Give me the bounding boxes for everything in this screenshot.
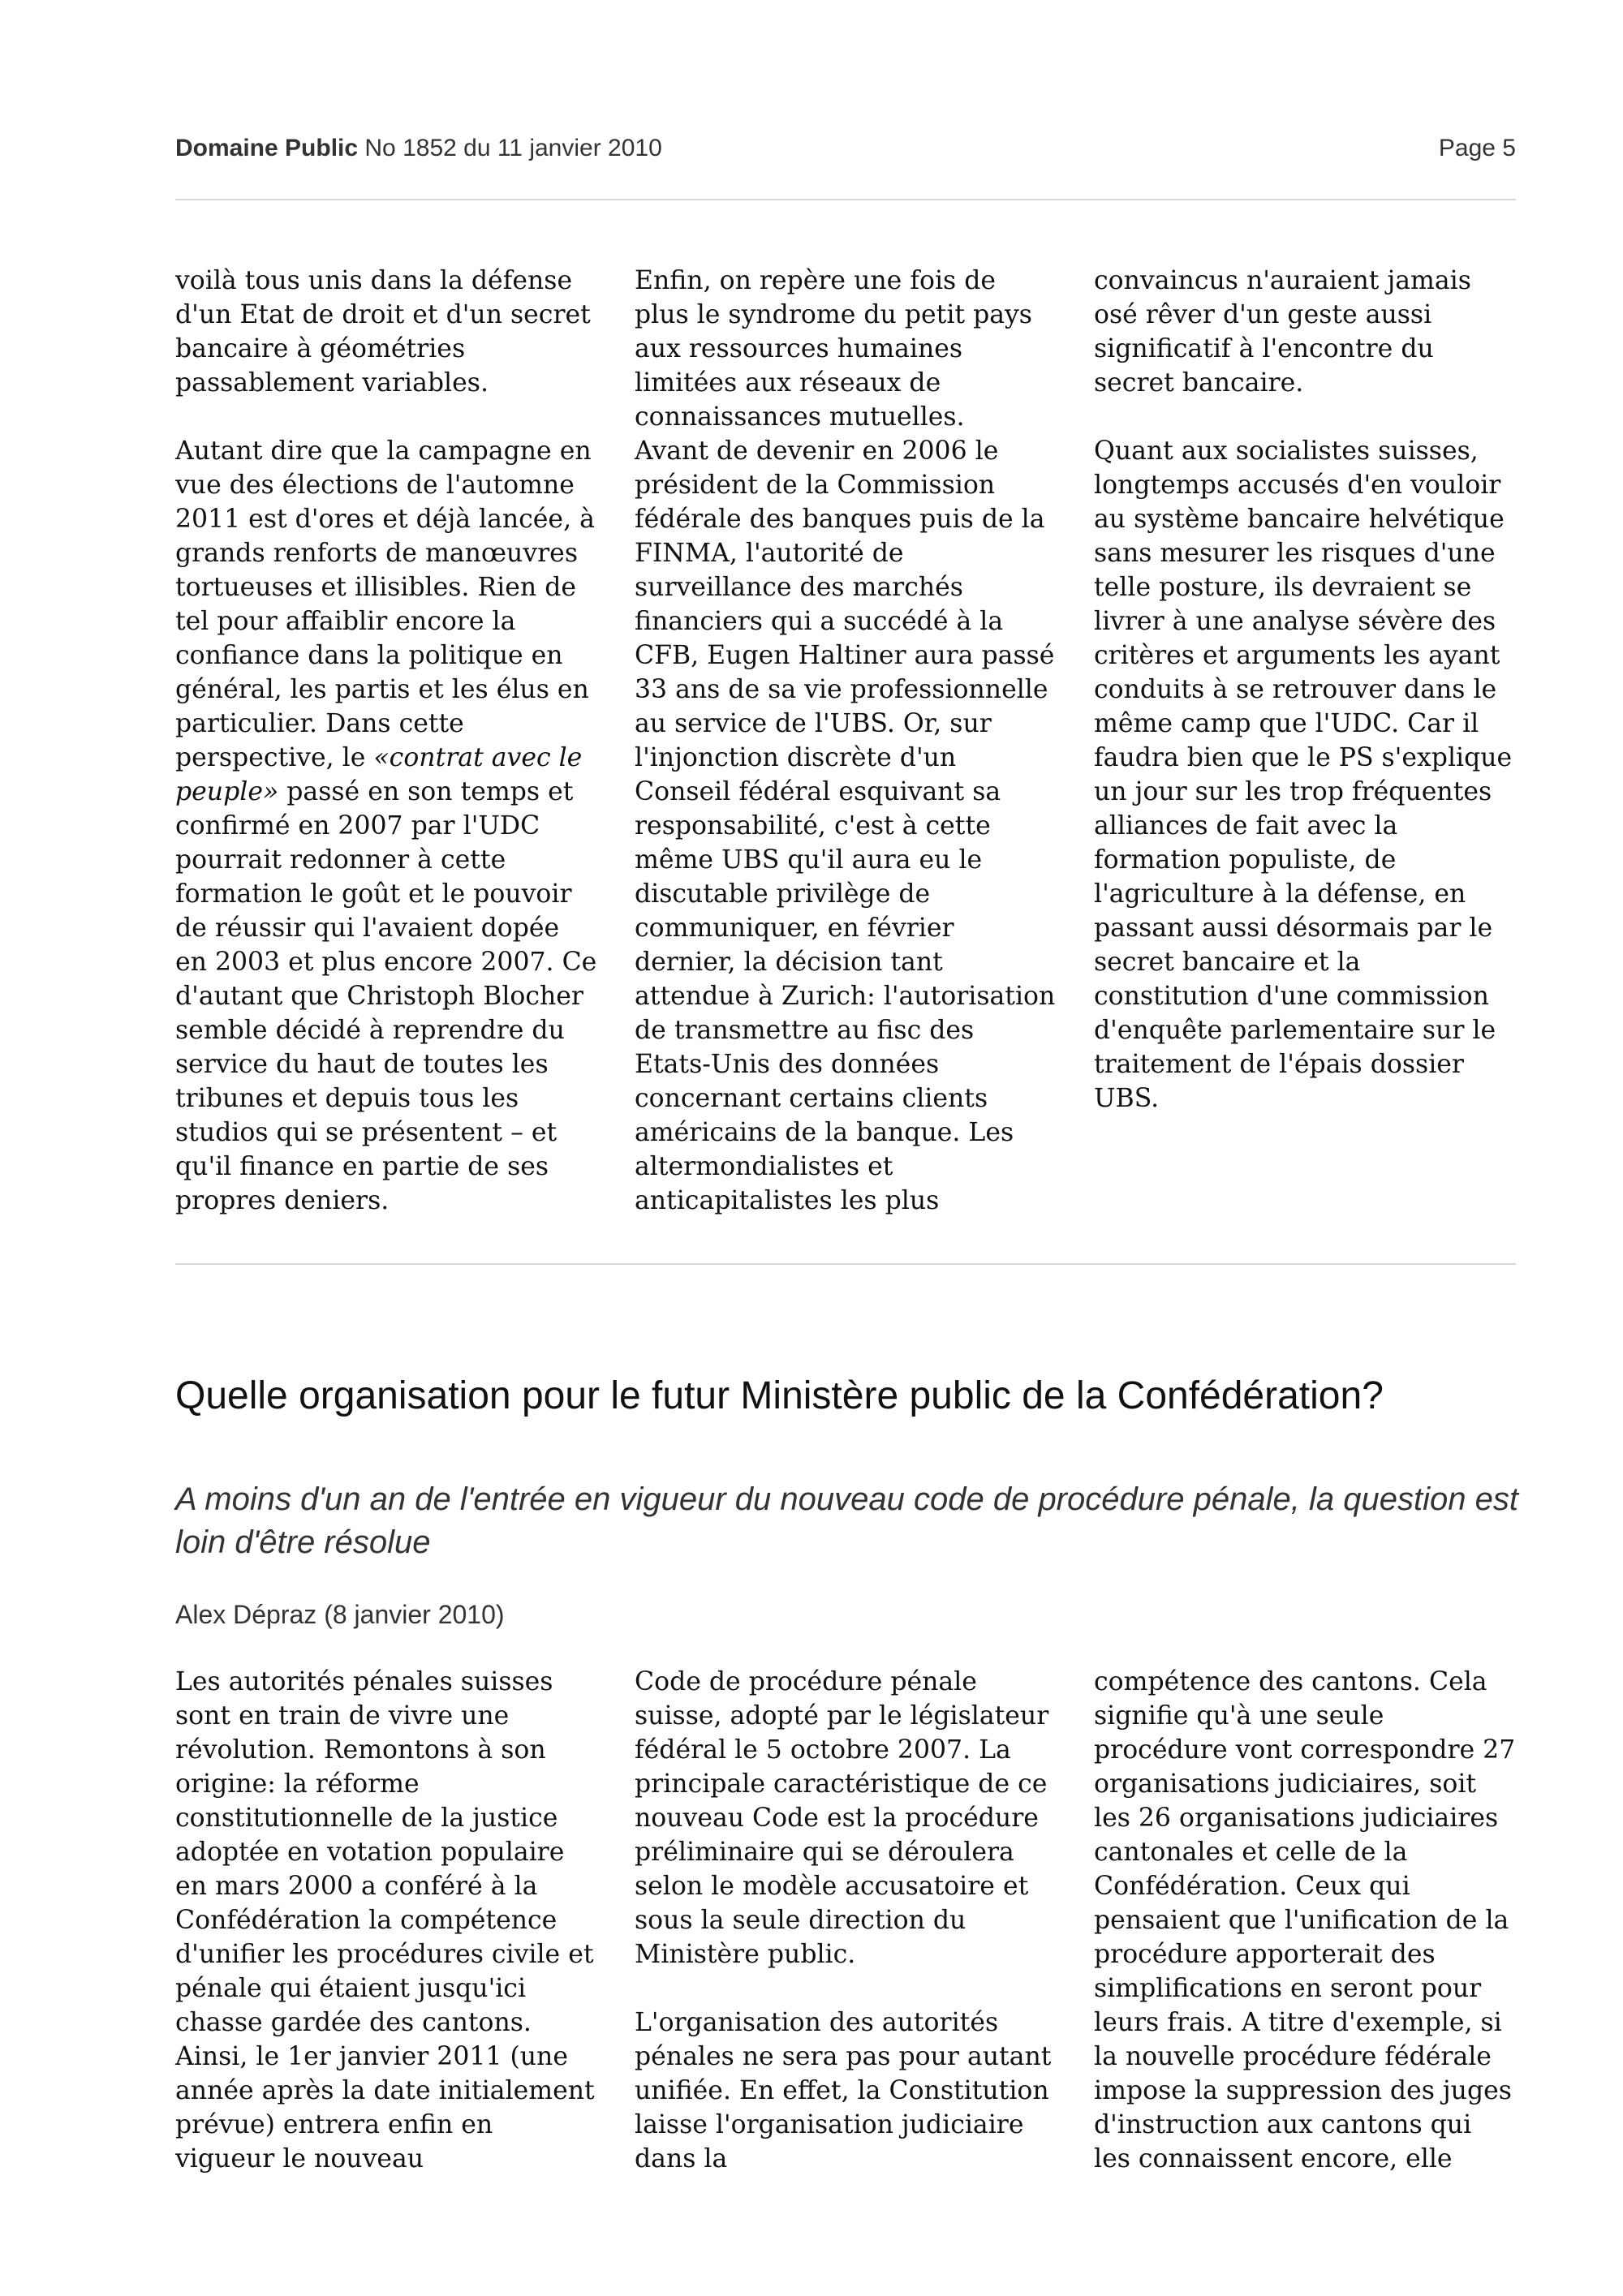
article-title: Quelle organisation pour le futur Ministère public de la Confédération? (175, 1374, 1384, 1417)
article-body (175, 1665, 1516, 2176)
publication-name: Domaine Public (175, 135, 359, 161)
paragraph: convaincus n'auraient jamais osé rêver d'un geste aussi significatif à l'encontre du secret bancaire. (1094, 266, 1471, 398)
paragraph: compétence des cantons. Cela signifie qu'à une seule procédure vont correspondre 27 organisations judiciaires, soit les 26 organisations judiciaires cantonales et celle de la Confédération. Ceux qui pensaient que l'unification de la procédure apporterait des simplifications en seront pour leurs frais. A titre d'exemple, si la nouvelle procédure fédérale impose la suppression des juges d'instruction aux cantons qui les connaissent encore, elle (1094, 1667, 1516, 2173)
continued-article (175, 264, 1516, 1218)
article-column-2 (635, 1665, 1057, 2176)
paragraph: Quant aux socialistes suisses, longtemps accusés d'en vouloir au système bancaire helvétique sans mesurer les risques d'une telle posture, ils devraient se livrer à une analyse sévère des critères et arguments les ayant conduits à se retrouver dans le même camp que l'UDC. Car il faudra bien que le PS s'explique un jour sur les trop fréquentes alliances de fait avec la formation populiste, de l'agriculture à la défense, en passant aussi désormais par le secret bancaire et la constitution d'une commission d'enquête parlementaire sur le traitement de l'épais dossier UBS. (1094, 436, 1513, 1113)
paragraph: voilà tous unis dans la défense d'un Etat de droit et d'un secret bancaire à géométries passablement variables. (175, 266, 591, 398)
article-subtitle: A moins d'un an de l'entrée en vigueur du nouveau code de procédure pénale, la question est loin d'être résolue (175, 1481, 1518, 1560)
paragraph: Enfin, on repère une fois de plus le syndrome du petit pays aux ressources humaines limitées aux réseaux de connaissances mutuelles. (635, 266, 1032, 432)
quote-text: «contrat avec le peuple» (175, 743, 583, 806)
issue-line (175, 135, 662, 162)
issue-info: No 1852 du 11 janvier 2010 (364, 135, 662, 161)
article-byline: Alex Dépraz (8 janvier 2010) (175, 1600, 505, 1629)
header-divider (175, 199, 1516, 200)
article-column-3 (1094, 1665, 1516, 2176)
paragraph-text: Autant dire que la campagne en vue des élections de l'automne 2011 est d'ores et déjà lancée, à grands renforts de manœuvres tortueuses et illisibles. Rien de tel pour affaiblir encore la confiance dans la politique en général, les partis et les élus en particulier. Dans cette perspective, le (175, 436, 595, 772)
paragraph: Les autorités pénales suisses sont en train de vivre une révolution. Remontons à son origine: la réforme constitutionnelle de la justice adoptée en votation populaire en mars 2000 a conféré à la Confédération la compétence d'unifier les procédures civile et pénale qui étaient jusqu'ici chasse gardée des cantons. Ainsi, le 1er janvier 2011 (une année après la date initialement prévue) entrera enfin en vigueur le nouveau (175, 1667, 595, 2173)
article-divider (175, 1263, 1516, 1265)
continued-column-3 (1094, 264, 1516, 1218)
article-column-1 (175, 1665, 597, 2176)
page-header (175, 135, 1516, 162)
paragraph: L'organisation des autorités pénales ne sera pas pour autant unifiée. En effet, la Constitution laisse l'organisation judiciaire dans la (635, 2008, 1052, 2173)
page-number: Page 5 (1438, 135, 1516, 161)
continued-column-2 (635, 264, 1057, 1218)
paragraph: Code de procédure pénale suisse, adopté par le législateur fédéral le 5 octobre 2007. La principale caractéristique de ce nouveau Code est la procédure préliminaire qui se déroulera selon le modèle accusatoire et sous la seule direction du Ministère public. (635, 1667, 1049, 1969)
continued-column-1 (175, 264, 597, 1218)
paragraph: Avant de devenir en 2006 le président de la Commission fédérale des banques puis de la FINMA, l'autorité de surveillance des marchés financiers qui a succédé à la CFB, Eugen Haltiner aura passé 33 ans de sa vie professionnelle au service de l'UBS. Or, sur l'injonction discrète d'un Conseil fédéral esquivant sa responsabilité, c'est à cette même UBS qu'il aura eu le discutable privilège de communiquer, en février dernier, la décision tant attendue à Zurich: l'autorisation de transmettre au fisc des Etats-Unis des données concernant certains clients américains de la banque. Les altermondialistes et anticapitalistes les plus (635, 436, 1056, 1215)
paragraph-text-continued: passé en son temps et confirmé en 2007 par l'UDC pourrait redonner à cette formation le goût et le pouvoir de réussir qui l'avaient dopée en 2003 et plus encore 2007. Ce d'autant que Christoph Blocher semble décidé à reprendre du service du haut de toutes les tribunes et depuis tous les studios qui se présentent – et qu'il finance en partie de ses propres deniers. (175, 777, 597, 1215)
paragraph (175, 434, 597, 1218)
